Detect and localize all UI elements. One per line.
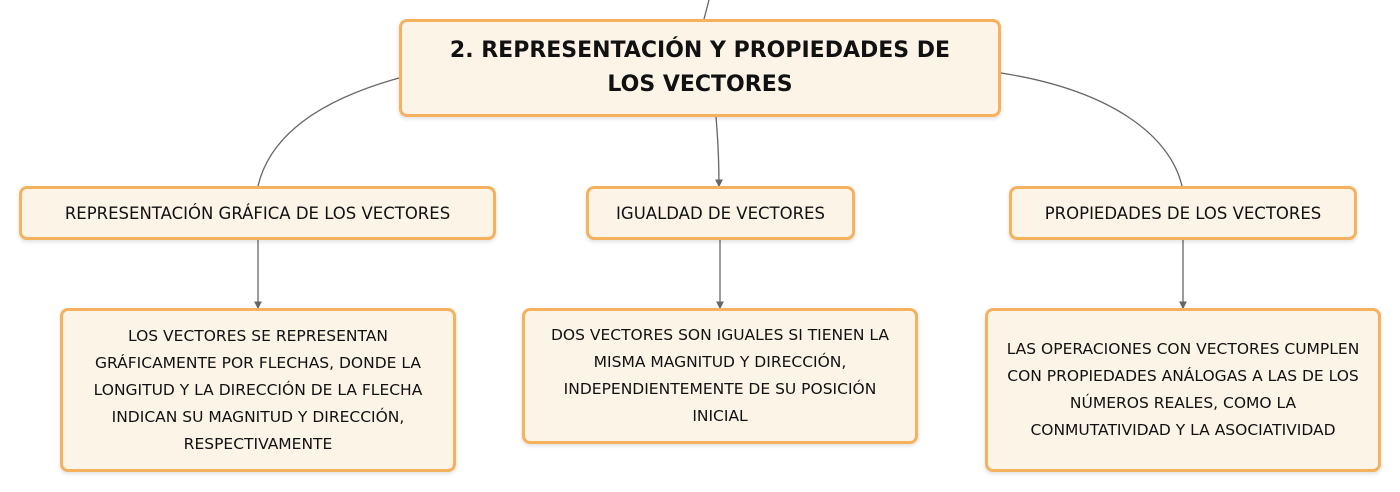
detail-text-representacion-grafica: LOS VECTORES SE REPRESENTAN GRÁFICAMENTE POR FLECHAS, DONDE LA LONGITUD Y LA DIRECCIÓN DE LA FLECHA INDICAN SU MAGNITUD Y DIRECCIÓN, RESPECTIVAMENTE bbox=[93, 326, 423, 453]
topic-node-representacion-grafica[interactable] bbox=[19, 186, 496, 240]
connector-root-to-grafica bbox=[258, 78, 399, 186]
topic-node-igualdad[interactable] bbox=[586, 186, 855, 240]
topic-node-propiedades[interactable] bbox=[1009, 186, 1357, 240]
topic-label-propiedades: PROPIEDADES DE LOS VECTORES bbox=[1044, 203, 1322, 223]
detail-node-representacion-grafica[interactable] bbox=[60, 308, 456, 472]
root-topic-title: 2. REPRESENTACIÓN Y PROPIEDADES DE LOS VECTORES bbox=[449, 38, 951, 97]
detail-text-igualdad: DOS VECTORES SON IGUALES SI TIENEN LA MISMA MAGNITUD Y DIRECCIÓN, INDEPENDIENTEMENTE DE SU POSICIÓN INICIAL bbox=[550, 326, 890, 425]
detail-node-propiedades[interactable] bbox=[985, 308, 1381, 472]
detail-text-propiedades: LAS OPERACIONES CON VECTORES CUMPLEN CON PROPIEDADES ANÁLOGAS A LAS DE LOS NÚMEROS REALES, COMO LA CONMUTATIVIDAD Y LA ASOCIATIVIDAD bbox=[1006, 340, 1360, 439]
connector-root-to-igualdad bbox=[716, 117, 719, 186]
topic-label-igualdad: IGUALDAD DE VECTORES bbox=[616, 203, 825, 223]
root-topic-node[interactable] bbox=[399, 19, 1001, 117]
connector-root-to-propiedades bbox=[1001, 73, 1182, 186]
topic-label-representacion-grafica: REPRESENTACIÓN GRÁFICA DE LOS VECTORES bbox=[64, 203, 451, 223]
detail-node-igualdad[interactable] bbox=[522, 308, 918, 444]
incoming-connector bbox=[704, 0, 709, 19]
